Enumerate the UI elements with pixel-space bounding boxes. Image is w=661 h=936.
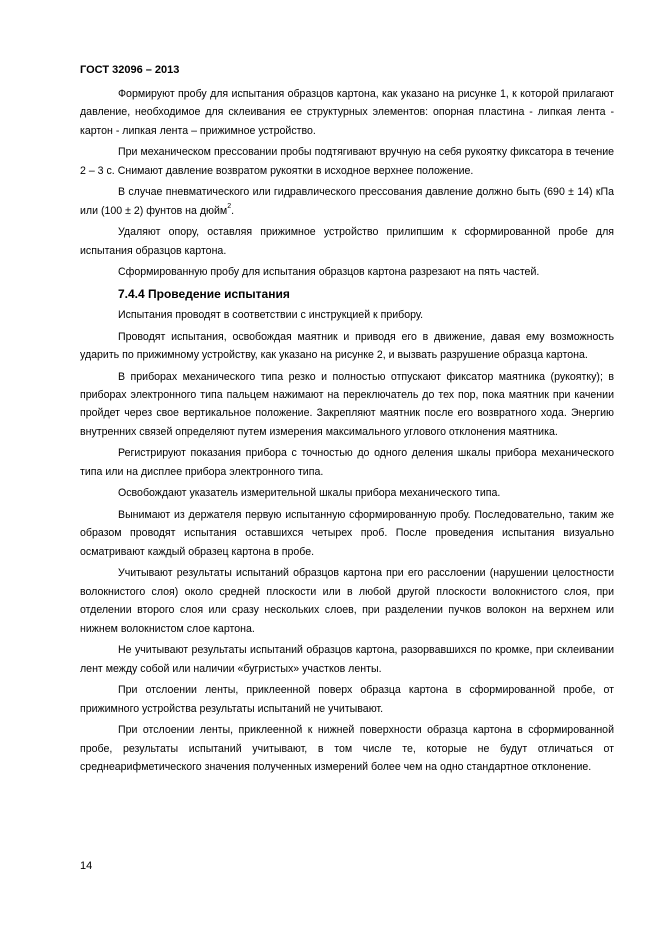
paragraph: При отслоении ленты, приклеенной поверх образца картона в сформированной пробе, от прижимного устройства результаты испытаний не учитывают. (80, 684, 614, 715)
section-heading: 7.4.4 Проведение испытания (118, 287, 290, 301)
paragraph: Удаляют опору, оставляя прижимное устройство прилипшим к сформированной пробе для испытания образцов картона. (80, 226, 614, 257)
paragraph: Не учитывают результаты испытаний образцов картона, разорвавшихся по кромке, при склеивании лент между собой или наличии «бугристых» участков ленты. (80, 644, 614, 675)
paragraph: Регистрируют показания прибора с точностью до одного деления шкалы прибора механического типа или на дисплее прибора электронного типа. (80, 447, 614, 478)
superscript: 2 (227, 203, 232, 211)
paragraph: При механическом прессовании пробы подтягивают вручную на себя рукоятку фиксатора в течение 2 – 3 с. Снимают давление возвратом рукоятки в исходное верхнее положение. (80, 146, 614, 177)
paragraph: Проводят испытания, освобождая маятник и приводя его в движение, давая ему возможность ударить по прижимному устройству, как указано на рисунке 2, и вызвать разрушение образца картона. (80, 330, 614, 361)
paragraph: При отслоении ленты, приклеенной к нижней поверхности образца картона в сформированной пробе, результаты испытаний учитывают, в том числе те, которые не будут отличаться от среднеарифметического значения полученных измерений более чем на одно стандартное отклонение. (80, 724, 614, 774)
paragraph: Освобождают указатель измерительной шкалы прибора механического типа. (118, 487, 501, 500)
page-number: 14 (80, 860, 93, 872)
paragraph: Учитывают результаты испытаний образцов картона при его расслоении (нарушении целостности волокнистого слоя) около средней плоскости или в любой другой плоскости волокнистого слоя, при отделении второго слоя или сразу нескольких слоев, при разделении пучков волокон на верхнем или нижнем волокнистом слое картона. (80, 567, 614, 635)
paragraph-pressure (80, 183, 614, 220)
document-body (80, 85, 614, 776)
paragraph: Сформированную пробу для испытания образцов картона разрезают на пять частей. (118, 266, 540, 279)
paragraph: В приборах механического типа резко и полностью отпускают фиксатор маятника (рукоятку); в приборах электронного типа пальцем нажимают на переключатель до тех пор, пока маятник при качении пройдет через свое вертикальное положение. Закрепляют маятник после его возвратного хода. Энергию внутренних связей определяют путем измерения максимального углового отклонения маятника. (80, 370, 614, 438)
paragraph-text: В случае пневматического или гидравлического прессования давление должно быть (690 ± 14) кПа или (100 ± 2) фунтов на дюйм (80, 186, 614, 217)
paragraph: Формируют пробу для испытания образцов картона, как указано на рисунке 1, к которой прилагают давление, необходимое для склеивания ее структурных элементов: опорная пластина - липкая лента - картон - липкая лента – прижимное устройство. (80, 88, 614, 137)
paragraph: Вынимают из держателя первую испытанную сформированную пробу. Последовательно, таким же образом проводят испытания оставшихся четырех проб. После проведения испытания визуально осматривают каждый образец картона в пробе. (80, 509, 614, 558)
document-header: ГОСТ 32096 – 2013 (80, 64, 180, 76)
paragraph: Испытания проводят в соответствии с инструкцией к прибору. (118, 309, 424, 321)
paragraph-end: . (231, 204, 235, 217)
